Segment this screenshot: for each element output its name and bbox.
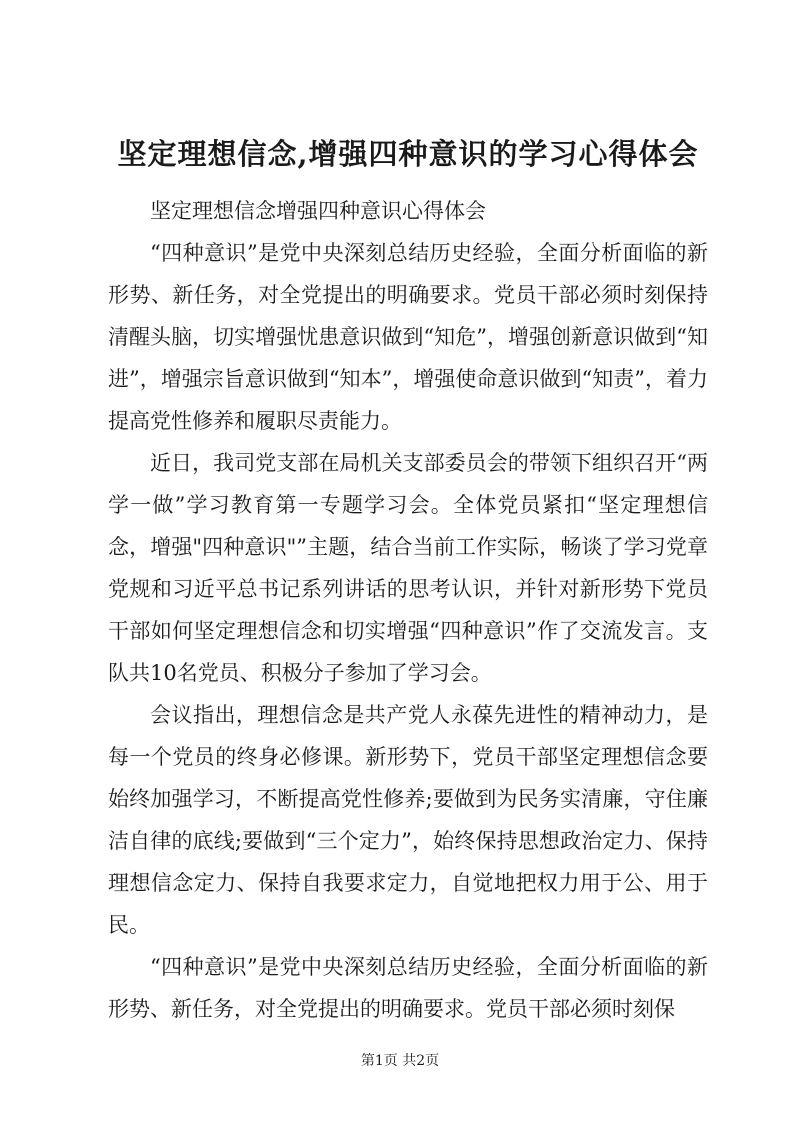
paragraph-subtitle: 坚定理想信念增强四种意识心得体会 bbox=[150, 199, 486, 223]
paragraph: “四种意识”是党中央深刻总结历史经验，全面分析面临的新形势、新任务，对全党提出的明确要求。党员干部必须时刻保 bbox=[108, 955, 708, 1021]
paragraph: “四种意识”是党中央深刻总结历史经验，全面分析面临的新形势、新任务，对全党提出的明确要求。党员干部必须时刻保持清醒头脑，切实增强忧患意识做到“知危”，增强创新意识做到“知进”，增强宗旨意识做到“知本”，增强使命意识做到“知责”，着力提高党性修养和履职尽责能力。 bbox=[108, 241, 708, 433]
document-title: 坚定理想信念,增强四种意识的学习心得体会 bbox=[117, 137, 699, 171]
paragraph: 会议指出，理想信念是共产党人永葆先进性的精神动力，是每一个党员的终身必修课。新形势下，党员干部坚定理想信念要始终加强学习，不断提高党性修养;要做到为民务实清廉，守住廉洁自律的底线;要做到“三个定力”，始终保持思想政治定力、保持理想信念定力、保持自我要求定力，自觉地把权力用于公、用于民。 bbox=[108, 703, 708, 937]
page-number-footer: 第1页 共2页 bbox=[360, 1053, 440, 1069]
paragraph: 近日，我司党支部在局机关支部委员会的带领下组织召开“两学一做”学习教育第一专题学习会。全体党员紧扣“坚定理想信念，增强"四种意识"”主题，结合当前工作实际，畅谈了学习党章党规和习近平总书记系列讲话的思考认识，并针对新形势下党员干部如何坚定理想信念和切实增强“四种意识”作了交流发言。支队共10名党员、积极分子参加了学习会。 bbox=[108, 451, 708, 685]
